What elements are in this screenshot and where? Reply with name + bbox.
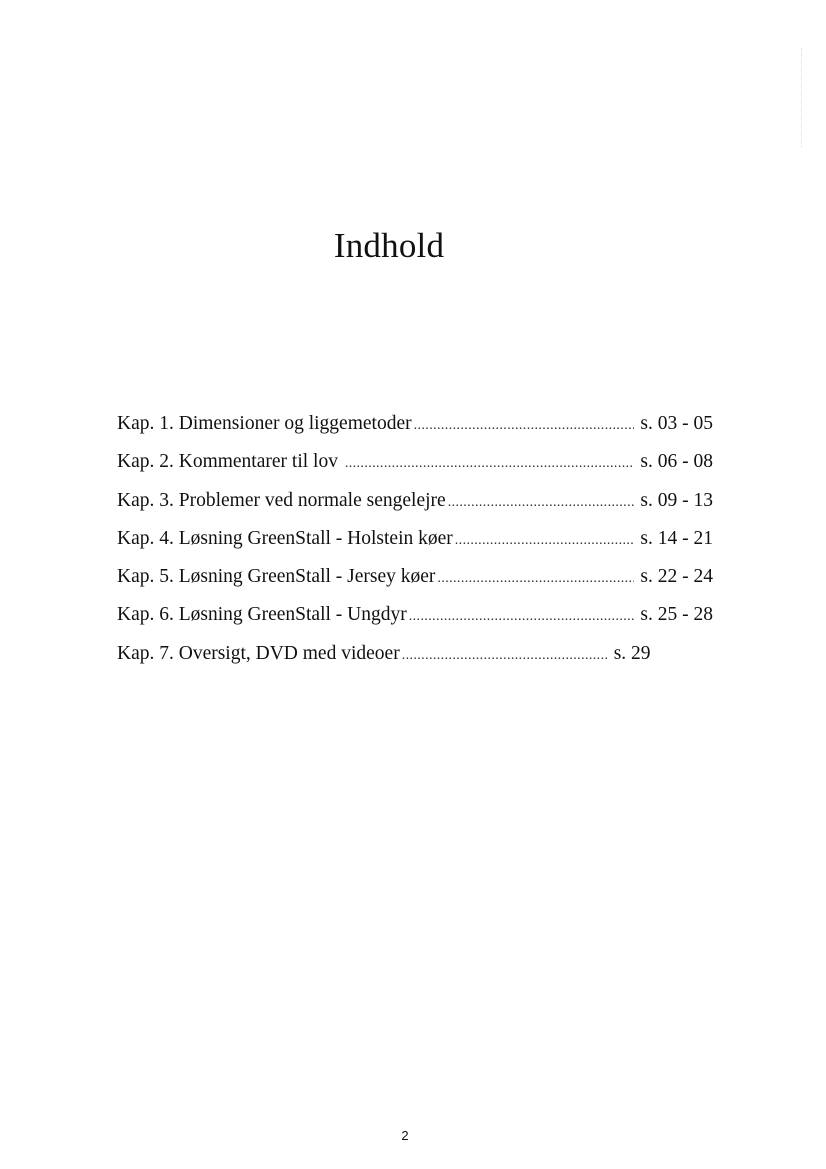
toc-leader-dots	[345, 448, 635, 480]
toc-leader-dots	[402, 640, 608, 672]
toc-entry-pages: s. 25 - 28	[640, 604, 713, 626]
toc-entry-pages: s. 14 - 21	[640, 527, 713, 549]
page-title: Indhold	[333, 226, 445, 265]
toc-entry	[117, 485, 713, 523]
toc-entry-label: Kap. 1. Dimensioner og liggemetoder	[117, 413, 412, 434]
page-number: 2	[401, 1128, 409, 1143]
toc-entry	[117, 599, 713, 637]
toc-entry	[117, 523, 713, 561]
toc-entry-label: Kap. 6. Løsning GreenStall - Ungdyr	[117, 604, 407, 626]
toc-leader-dots	[414, 410, 635, 442]
toc-entry	[117, 561, 713, 599]
toc-entry-label: Kap. 3. Problemer ved normale sengelejre	[117, 489, 446, 511]
toc-entry	[117, 638, 713, 676]
toc-entry-pages: s. 06 - 08	[640, 451, 713, 473]
toc-entry-pages: s. 09 - 13	[640, 489, 713, 511]
toc-entry-pages: s. 03 - 05	[640, 413, 713, 434]
toc-leader-dots	[448, 487, 635, 519]
toc-entry-pages: s. 29	[613, 642, 651, 664]
toc-leader-dots	[455, 525, 635, 557]
toc-entry	[117, 408, 713, 446]
scan-artifact	[799, 48, 802, 148]
table-of-contents	[117, 408, 713, 676]
toc-entry-label: Kap. 2. Kommentarer til lov	[117, 451, 343, 473]
toc-entry-pages: s. 22 - 24	[640, 566, 713, 588]
toc-entry-label: Kap. 5. Løsning GreenStall - Jersey køer	[117, 566, 436, 588]
toc-entry	[117, 446, 713, 484]
toc-leader-dots	[409, 601, 635, 633]
toc-entry-label: Kap. 7. Oversigt, DVD med videoer	[117, 642, 400, 664]
toc-entry-label: Kap. 4. Løsning GreenStall - Holstein køer	[117, 527, 453, 549]
toc-leader-dots	[437, 563, 634, 595]
